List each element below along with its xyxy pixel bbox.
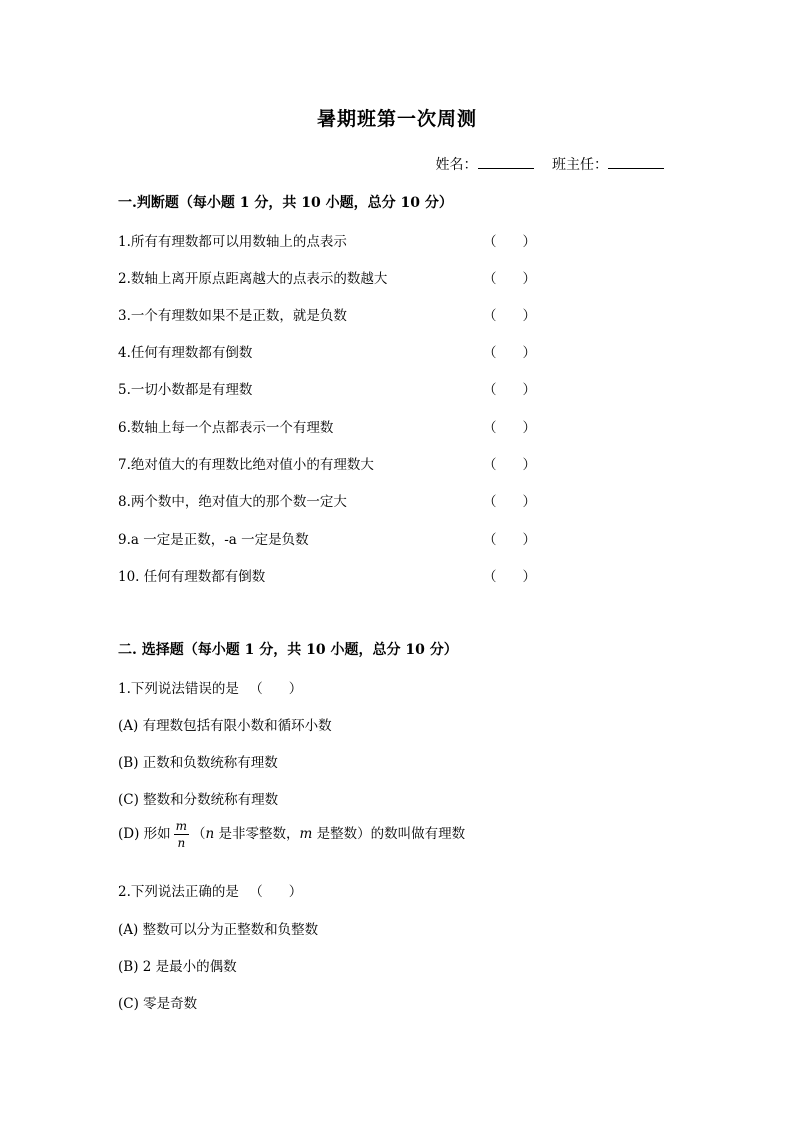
section1-heading: 一.判断题（每小题 1 分，共 10 小题，总分 10 分） [118,195,453,211]
mc-q1-text: 1.下列说法错误的是 [118,681,239,697]
fraction-denominator: n [177,836,186,850]
student-info-line [436,154,664,174]
mc-q1-answer[interactable]: （ ） [249,681,303,697]
mc-q2-answer[interactable]: （ ） [249,884,303,900]
option-d-part1: （ [192,826,206,842]
mc-q1-option-d[interactable] [118,820,465,849]
name-label: 姓名： [435,157,478,173]
mc-q2-stem [118,880,302,900]
tf-answer-5[interactable]: （ ） [483,382,536,398]
mc-q1-stem [118,677,302,697]
tf-answer-4[interactable]: （ ） [483,345,536,361]
mc-q2-option-c[interactable]: (C) 零是奇数 [118,996,198,1012]
mc-q2-text: 2.下列说法正确的是 [118,884,239,900]
tf-item-9: 9.a 一定是正数，-a 一定是负数 [118,532,309,548]
teacher-blank[interactable] [608,156,664,169]
tf-item-1: 1.所有有理数都可以用数轴上的点表示 [118,234,347,250]
page-title: 暑期班第一次周测 [316,108,477,130]
mc-q1-option-c[interactable]: (C) 整数和分数统称有理数 [118,792,279,808]
mc-q2-option-b[interactable]: (B) 2 是最小的偶数 [118,959,237,975]
tf-item-6: 6.数轴上每一个点都表示一个有理数 [118,420,334,436]
tf-answer-3[interactable]: （ ） [483,308,536,324]
tf-item-8: 8.两个数中，绝对值大的那个数一定大 [118,494,347,510]
name-blank[interactable] [478,156,534,169]
section2-heading: 二. 选择题（每小题 1 分，共 10 小题，总分 10 分） [118,642,458,658]
fraction-numerator: m [175,819,188,833]
option-d-label: (D) 形如 [118,826,171,842]
tf-answer-1[interactable]: （ ） [483,234,536,250]
tf-item-10: 10. 任何有理数都有倒数 [118,569,266,585]
tf-answer-9[interactable]: （ ） [483,532,536,548]
fraction-m-over-n [174,820,189,849]
tf-item-5: 5.一切小数都是有理数 [118,382,253,398]
mc-q1-option-a[interactable]: (A) 有理数包括有限小数和循环小数 [118,718,332,734]
option-d-part3: 是整数）的数叫做有理数 [312,826,466,842]
mc-q1-option-b[interactable]: (B) 正数和负数统称有理数 [118,755,278,771]
tf-answer-6[interactable]: （ ） [483,420,536,436]
tf-item-4: 4.任何有理数都有倒数 [118,345,253,361]
tf-answer-2[interactable]: （ ） [483,271,536,287]
option-d-part2: 是非零整数， [214,826,300,842]
option-d-var-n: n [205,826,215,842]
tf-answer-7[interactable]: （ ） [483,457,536,473]
teacher-label: 班主任： [552,157,608,173]
tf-item-3: 3.一个有理数如果不是正数，就是负数 [118,308,347,324]
option-d-var-m: m [299,826,313,842]
tf-item-7: 7.绝对值大的有理数比绝对值小的有理数大 [118,457,374,473]
tf-answer-10[interactable]: （ ） [483,569,536,585]
mc-q2-option-a[interactable]: (A) 整数可以分为正整数和负整数 [118,922,319,938]
tf-item-2: 2.数轴上离开原点距离越大的点表示的数越大 [118,271,388,287]
tf-answer-8[interactable]: （ ） [483,494,536,510]
